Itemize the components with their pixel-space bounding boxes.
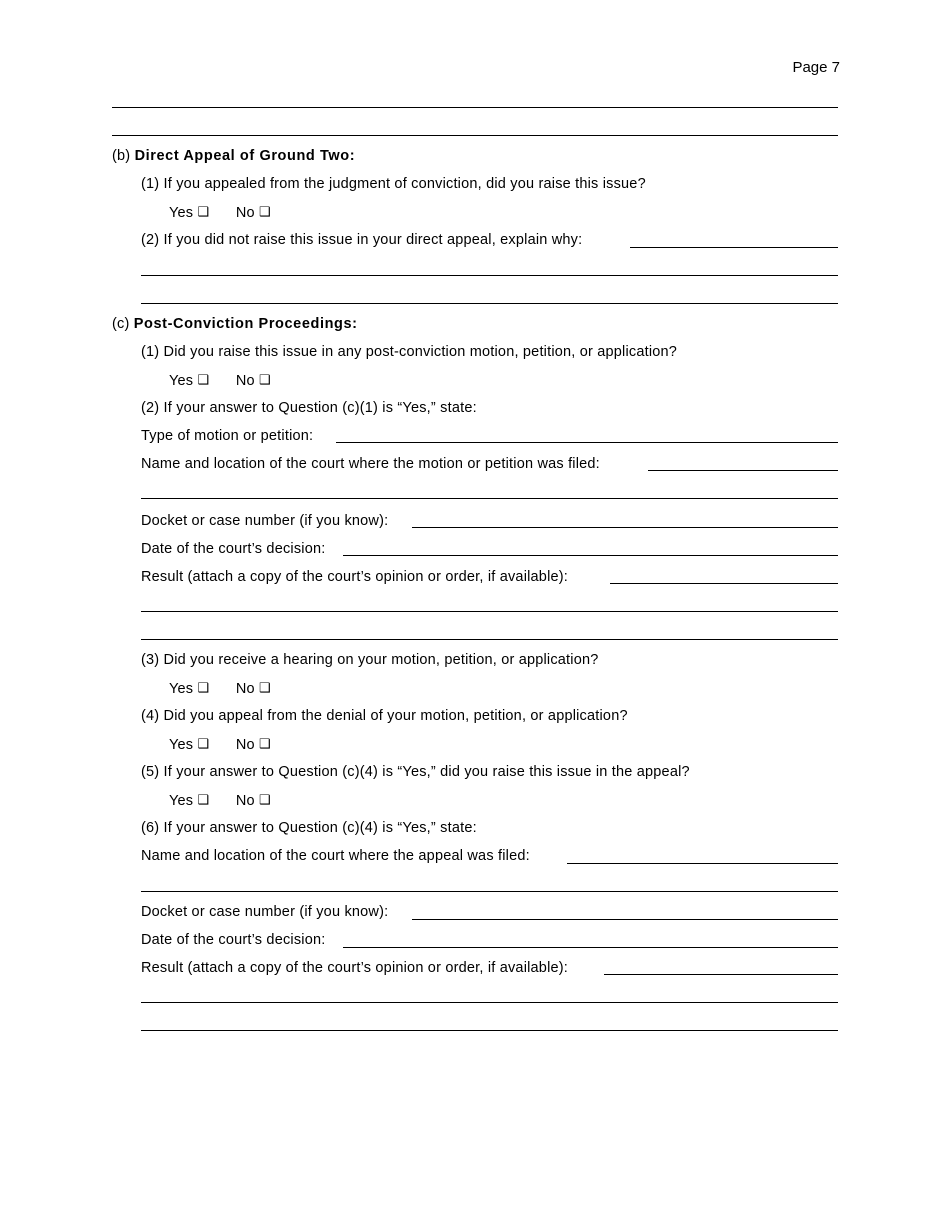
question-c1: (1) Did you raise this issue in any post-conviction motion, petition, or application?	[141, 344, 678, 360]
yes-label: Yes	[169, 205, 194, 221]
type-of-motion-field[interactable]	[336, 442, 838, 443]
question-c3: (3) Did you receive a hearing on your motion, petition, or application?	[141, 652, 599, 668]
court-name-location-field[interactable]	[648, 470, 838, 471]
docket-number-label: Docket or case number (if you know):	[141, 513, 389, 529]
no-label: No	[235, 205, 255, 221]
result-field[interactable]	[610, 583, 838, 584]
yes-checkbox-icon[interactable]: ❑	[197, 372, 210, 387]
result-label: Result (attach a copy of the court’s opinion or order, if available):	[141, 569, 569, 585]
appeal-result-field[interactable]	[604, 974, 838, 975]
yes-label: Yes	[169, 681, 194, 697]
appeal-docket-number-field[interactable]	[412, 919, 838, 920]
page-number: Page 7	[792, 59, 840, 76]
answer-line[interactable]	[141, 891, 838, 892]
no-checkbox-icon[interactable]: ❑	[259, 736, 271, 751]
yes-checkbox-icon[interactable]: ❑	[197, 792, 210, 807]
no-checkbox-icon[interactable]: ❑	[259, 680, 271, 695]
answer-line[interactable]	[112, 135, 838, 136]
yes-label: Yes	[169, 373, 194, 389]
no-label: No	[235, 737, 255, 753]
answer-line[interactable]	[141, 639, 838, 640]
yes-no-c4	[169, 735, 271, 754]
yes-label: Yes	[169, 793, 194, 809]
section-b-title: Direct Appeal of Ground Two:	[134, 148, 356, 164]
appeal-court-name-location-field[interactable]	[567, 863, 838, 864]
answer-line[interactable]	[141, 1030, 838, 1031]
appeal-court-name-location-label: Name and location of the court where the appeal was filed:	[141, 848, 530, 864]
answer-line[interactable]	[141, 611, 838, 612]
yes-no-c3	[169, 679, 271, 698]
appeal-decision-date-label: Date of the court’s decision:	[141, 932, 326, 948]
court-name-location-label: Name and location of the court where the motion or petition was filed:	[141, 456, 600, 472]
answer-line[interactable]	[141, 1002, 838, 1003]
yes-checkbox-icon[interactable]: ❑	[197, 204, 210, 219]
yes-label: Yes	[169, 737, 194, 753]
no-checkbox-icon[interactable]: ❑	[259, 372, 271, 387]
no-checkbox-icon[interactable]: ❑	[259, 792, 271, 807]
appeal-decision-date-field[interactable]	[343, 947, 838, 948]
section-c-title: Post-Conviction Proceedings:	[133, 316, 358, 332]
type-of-motion-label: Type of motion or petition:	[141, 428, 314, 444]
question-c2: (2) If your answer to Question (c)(1) is “Yes,” state:	[141, 400, 477, 416]
section-c-prefix: (c)	[112, 316, 130, 332]
no-checkbox-icon[interactable]: ❑	[259, 204, 271, 219]
no-label: No	[235, 681, 255, 697]
question-c4: (4) Did you appeal from the denial of your motion, petition, or application?	[141, 708, 628, 724]
section-b-prefix: (b)	[112, 148, 131, 164]
decision-date-label: Date of the court’s decision:	[141, 541, 326, 557]
answer-line[interactable]	[141, 498, 838, 499]
docket-number-field[interactable]	[412, 527, 838, 528]
question-b1: (1) If you appealed from the judgment of conviction, did you raise this issue?	[141, 176, 646, 192]
section-b-heading	[112, 147, 355, 165]
question-c5: (5) If your answer to Question (c)(4) is “Yes,” did you raise this issue in the appeal?	[141, 764, 690, 780]
no-label: No	[235, 793, 255, 809]
yes-no-b1	[169, 203, 271, 222]
yes-checkbox-icon[interactable]: ❑	[197, 680, 210, 695]
no-label: No	[235, 373, 255, 389]
question-c6: (6) If your answer to Question (c)(4) is “Yes,” state:	[141, 820, 477, 836]
yes-no-c5	[169, 791, 271, 810]
decision-date-field[interactable]	[343, 555, 838, 556]
yes-no-c1	[169, 371, 271, 390]
answer-line[interactable]	[141, 275, 838, 276]
answer-line[interactable]	[630, 247, 838, 248]
appeal-docket-number-label: Docket or case number (if you know):	[141, 904, 389, 920]
answer-line[interactable]	[141, 303, 838, 304]
section-c-heading	[112, 315, 358, 333]
appeal-result-label: Result (attach a copy of the court’s opinion or order, if available):	[141, 960, 569, 976]
question-b2: (2) If you did not raise this issue in your direct appeal, explain why:	[141, 232, 583, 248]
answer-line[interactable]	[112, 107, 838, 108]
yes-checkbox-icon[interactable]: ❑	[197, 736, 210, 751]
